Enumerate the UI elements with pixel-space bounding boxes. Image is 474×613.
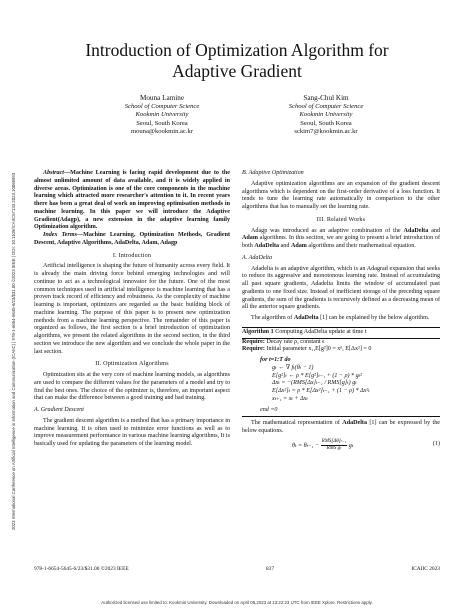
require-text: Decay rate ρ, constant ϵ [266, 338, 325, 345]
bold-term: Adam [242, 235, 258, 242]
algorithm-step: gₜ ← ∇ fₜ(θₜ − 1) [272, 364, 314, 371]
text-span: and [279, 243, 291, 249]
paragraph: Adaptive optimization algorithms are an expansion of the gradient descent algorithms which is dependent on the first-order derivative of a loss function. It tends to tune the learning rate automatically in comparison to the other algorithms that has to manually set the learning rate. [242, 180, 440, 210]
footer-copyright: 978-1-6654-5645-6/23/$31.00 ©2023 IEEE [34, 566, 129, 572]
paragraph [242, 315, 440, 323]
paragraph: Adadelta is an adaptive algorithm, which is an Adagrad expansion that seeks to reduce its aggressive and monotonous learning rate. Instead of accumulating all past square gradients, Adadelta limits the window of accumulated past gradients to one fixed size. Instead of inefficient storage of the preceding square gradients, the sum of the gradients is recursively defined as a decreasing mean of all the anterior square gradients. [242, 265, 440, 311]
equation-1 [242, 439, 440, 452]
text-span: [1] can be expressed by the below equations. [242, 420, 440, 434]
algorithm-step: Δxₜ = −(RMS[Δx]ₜ₋₁ / RMS[g]ₜ) gₜ [272, 380, 357, 387]
text-span: and [428, 227, 440, 234]
text-span: Adagp was introduced as an adaptive combination of the [251, 227, 404, 234]
algorithm-for-line: for t=1:T do [260, 357, 291, 363]
footer-conference: ICAIIC 2023 [411, 566, 440, 572]
author-name: Sang-Chul Kim [303, 94, 349, 102]
section-heading: III. Related Works [316, 216, 366, 223]
authorization-note: Authorized licensed use limited to: Kookmin University. Downloaded on April 05,2023 at 13:22:23 UTC from IEEE Xplore. Restrictions apply. [101, 600, 373, 605]
author-dept: School of Computer Science [288, 102, 364, 110]
algorithm-step: xₜ₊₁ = xₜ + Δxₜ [272, 395, 308, 402]
bold-term: AdaDelta [293, 315, 319, 321]
paragraph: Artificial intelligence is shaping the future of humanity across every field. It is already the main driving force behind emerging technologies and will continue to act as a technological innovator for the future. One of the most common techniques used in artificial intelligence is machine learning that has a proven track record of efficiency and robustness. As the complexity of machine learning is important, optimizers are regarded as the basic building block of machine learning. The purpose of this paper is to present new optimization methods from a machine learning perspective. The remainder of this paper is organized as follows, the first section is a brief introduction of optimization algorithms, we present the related algorithms in the second section, in the third section we introduce the new algorithm and we conclude the whole paper in the last section. [34, 263, 230, 355]
text-span: The mathematical representation of [251, 420, 343, 427]
author-name: Mouna Lamine [139, 94, 185, 102]
author-univ: Kookmin University [299, 111, 353, 119]
subsection-heading: B. Adaptive Optimization [242, 170, 304, 176]
algorithm-line [242, 346, 440, 354]
require-text: Initial parameter x₁,E[g²]0 = xⁿ, E[Δx²] = 0 [266, 346, 372, 353]
author-univ: Kookmin University [135, 111, 189, 119]
abstract [34, 170, 230, 232]
equation-numerator: RMS[Δθ]ₜ₋₁ [321, 438, 347, 444]
text-span: algorithms and their mathematical equation. [306, 243, 416, 249]
subsection-heading: A. Gradient Descent [34, 407, 84, 413]
equation-denominator: RMS gₜ [326, 445, 342, 451]
subsection-heading: A. AdaDelta [242, 254, 273, 261]
section-heading: II. Optimization Algorithms [95, 361, 169, 368]
author-city: Seoul, South Korea [136, 119, 188, 127]
title-line-1: Introduction of Optimization Algorithm for [85, 40, 389, 60]
section-heading: I. Introduction [112, 252, 152, 259]
author-block-1 [82, 94, 242, 137]
algorithm-step: E[Δx²]ₜ = ρ * E[Δx²]ₜ₋₁ + (1 − ρ) * Δx²ₜ [272, 388, 370, 394]
abstract-label: Abstract [43, 170, 64, 176]
algorithm-label: Algorithm 1 [242, 328, 274, 335]
paragraph [242, 420, 440, 436]
equation-body [292, 439, 353, 452]
text-span: [1] can be explained by the below algorithm. [318, 315, 430, 321]
bold-term: AdaDelta [254, 243, 280, 249]
sidebar-citation [2, 110, 16, 530]
bold-term: AdaDelta [403, 227, 429, 234]
author-city: Seoul, South Korea [300, 119, 352, 127]
algorithm-end-line: end =0 [260, 406, 278, 413]
equation-fraction [321, 439, 348, 452]
algorithm-box [242, 327, 440, 418]
index-terms-label: Index Terms [43, 232, 77, 238]
text-span: The algorithm of [251, 315, 294, 321]
author-block-2 [246, 94, 406, 137]
require-label: Require: [242, 338, 265, 345]
page-footer [34, 566, 440, 572]
equation-number: (1) [432, 441, 440, 448]
paragraph: The gradient descent algorithm is a method that has a primary importance in machine learning. It is often used to minimize error functions as well as to improve measurement performance in various machine learning algorithms, It is basically used for updating the parameters of the learning model. [34, 417, 230, 447]
title-line-2: Adaptive Gradient [172, 61, 302, 81]
right-column [242, 170, 440, 455]
author-dept: School of Computer Science [124, 102, 200, 110]
paragraph [242, 228, 440, 251]
abstract-text: —Machine Learning is facing rapid development due to the almost unlimited amount of data available, and it is widely applied in diverse areas. Optimization is one of the core components in the machine learning which attracted more researcher's attention to it. In recent years there has been a great deal of work on improving optimisation methods in machine learning. In this paper we will introduce the Adaptive Gradient(Adagp), a new extension in the adaptive learning family Optimization algorithm. [34, 170, 230, 231]
paragraph: Optimization sits at the very core of machine learning models, as algorithms are used to compare the different values for the parameters of a model and try to find the best ones. The choice of the optimizer is, therefore, an important aspect that can make the difference between a good training and bad training. [34, 372, 230, 402]
author-email: mouna@kookmin.ac.kr [130, 128, 194, 136]
equation-rhs: gₜ [347, 442, 354, 449]
index-terms [34, 232, 230, 248]
equation-lhs: θₜ = θₜ₋₁ − [292, 442, 321, 449]
require-label: Require: [242, 346, 265, 353]
paper-title [40, 40, 434, 82]
text-span: algorithms. In this section, we are going to present a brief introduction of both [242, 235, 440, 249]
algorithm-header [242, 328, 440, 339]
author-email: sckim7@kookmin.ac.kr [294, 128, 358, 136]
bold-term: AdaDelta [342, 420, 368, 427]
algorithm-step: E[g²]ₜ ← ρ * E[g²]ₜ₋₁ + (1 − ρ) * gₜ² [272, 372, 362, 379]
bold-term: Adam [290, 243, 307, 249]
left-column [34, 170, 230, 449]
algorithm-caption: Computing AdaDelta update at time t [275, 328, 367, 335]
index-terms-text: —Machine Learning, Optimization Methods, Gradient Descent, Adaptive Algorithms, AdaDelta, Adam, Adagp [34, 232, 230, 246]
page-number: 837 [265, 566, 275, 572]
sidebar-citation-text: 2023 International Conference on Artificial Intelligence in Information and Communication (ICAIIC) | 978-1-6654-5645-6/23/$31.00 ©2023 IEEE | DOI: 10.1109/ICAIIC57133.2023.10066993 [11, 172, 16, 530]
